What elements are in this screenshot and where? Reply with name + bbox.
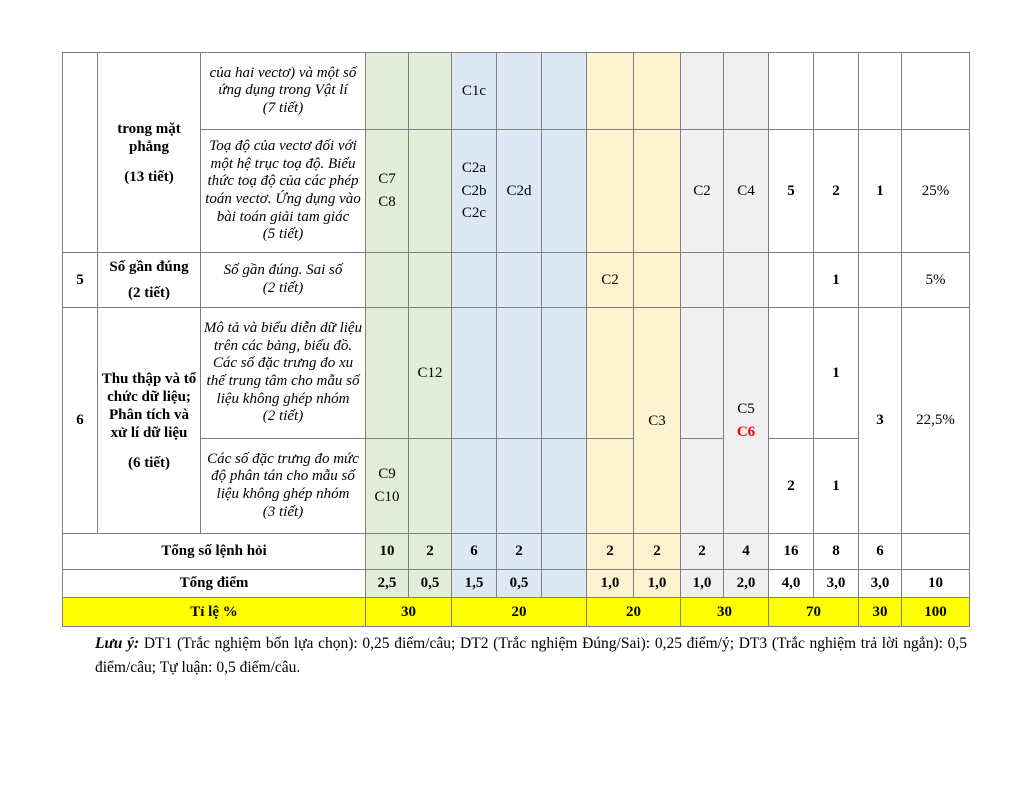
sum-cell: 5 [769, 130, 814, 253]
sum-cell: 1 [859, 130, 902, 253]
ratio-label: Tỉ lệ % [63, 598, 366, 627]
content-text: Các số đặc trưng đo mức độ phân tán cho mẫu số liệu không ghép nhóm [207, 450, 359, 502]
total-cell: 16 [769, 534, 814, 570]
content-time: (2 tiết) [262, 408, 304, 425]
total-cell: 1,0 [681, 570, 724, 598]
empty-cell [587, 53, 634, 130]
section4-topic-cell [98, 53, 201, 253]
empty-cell [542, 308, 587, 439]
content-time: (7 tiết) [262, 99, 304, 116]
code-c4: C4 [737, 183, 755, 199]
code-cell-c12 [409, 308, 452, 439]
empty-cell [366, 53, 409, 130]
content-time: (5 tiết) [262, 226, 304, 243]
empty-cell [409, 253, 452, 308]
section4b-content-cell [201, 130, 366, 253]
code-c9: C9 [378, 466, 396, 483]
code-cell-c5-c6 [724, 308, 769, 534]
section5-topic-time: (2 tiết) [127, 285, 171, 301]
empty-cell [859, 253, 902, 308]
content-text: Toạ độ của vectơ đối với một hệ trục toạ độ. Biểu thức toạ độ của các phép toán vectơ. Ứng dụng vào bài toán giải tam giác [205, 138, 361, 225]
code-cell-c7-c8 [366, 130, 409, 253]
row-ratio [63, 598, 970, 627]
total-cell: 1,0 [587, 570, 634, 598]
footnote-text: DT1 (Trắc nghiệm bốn lựa chọn): 0,25 điểm/câu; DT2 (Trắc nghiệm Đúng/Sai): 0,25 điểm/ý; DT3 (Trắc nghiệm trả lời ngắn): 0,5 điểm/câu; Tự luận: 0,5 điểm/câu. [95, 635, 967, 677]
empty-cell [542, 253, 587, 308]
section4a-content-cell [201, 53, 366, 130]
total-cell: 2 [409, 534, 452, 570]
code-c10: C10 [374, 489, 400, 505]
footnote [95, 632, 967, 680]
content-time: (3 tiết) [262, 503, 304, 520]
empty-cell [681, 53, 724, 130]
section6-topic-cell [98, 308, 201, 534]
total-cell: 4,0 [769, 570, 814, 598]
code-cell-c9-c10 [366, 439, 409, 534]
code-c6: C6 [736, 423, 756, 440]
section4-topic-title: trong mặt phẳng [117, 120, 181, 155]
code-c1c: C1c [461, 83, 487, 99]
code-c12: C12 [417, 365, 443, 381]
sum-cell: 3 [859, 308, 902, 534]
ratio-cell: 20 [587, 598, 681, 627]
section-number: 6 [63, 308, 98, 534]
empty-cell [681, 308, 724, 439]
total-cell: 1,0 [634, 570, 681, 598]
code-c2: C2 [601, 272, 619, 288]
content-text: Số gần đúng. Sai số [223, 262, 343, 279]
section5-topic-cell [98, 253, 201, 308]
total-cell: 2,0 [724, 570, 769, 598]
code-cell-c4 [724, 130, 769, 253]
code-cell-c2-s5 [587, 253, 634, 308]
empty-cell [497, 308, 542, 439]
empty-cell [452, 439, 497, 534]
empty-cell [497, 439, 542, 534]
empty-cell [769, 253, 814, 308]
content-text: Mô tả và biểu diễn dữ liệu trên các bảng, biểu đồ. Các số đặc trưng đo xu thế trung tâm cho mẫu số liệu không ghép nhóm [203, 320, 363, 407]
sum-cell: 1 [814, 439, 859, 534]
code-c2c: C2c [461, 205, 487, 222]
empty-cell [497, 253, 542, 308]
empty-cell [542, 53, 587, 130]
section-number: 5 [63, 253, 98, 308]
section5-topic-title: Số gần đúng [109, 259, 189, 275]
code-c7: C7 [378, 171, 396, 188]
code-c2: C2 [693, 183, 711, 199]
row-section5 [63, 253, 970, 308]
total-cell [542, 534, 587, 570]
empty-cell [452, 308, 497, 439]
total-cell: 1,5 [452, 570, 497, 598]
code-c2a: C2a [461, 159, 487, 176]
empty-cell [634, 130, 681, 253]
code-cell-c1c [452, 53, 497, 130]
code-c3: C3 [648, 412, 666, 429]
exam-matrix-table [62, 52, 970, 627]
ratio-cell: 70 [769, 598, 859, 627]
empty-cell [542, 130, 587, 253]
sum-cell: 2 [814, 130, 859, 253]
total-cell: 6 [859, 534, 902, 570]
total-cell: 0,5 [497, 570, 542, 598]
total-cell [542, 570, 587, 598]
empty-cell [769, 308, 814, 439]
percent-cell: 22,5% [902, 308, 970, 534]
ratio-cell: 30 [681, 598, 769, 627]
section6b-content-cell [201, 439, 366, 534]
total-cell: 2,5 [366, 570, 409, 598]
empty-cell [63, 53, 98, 253]
total-cell: 10 [366, 534, 409, 570]
section6-topic-time: (6 tiết) [127, 454, 171, 471]
total-cell: 4 [724, 534, 769, 570]
row-section4a [63, 53, 970, 130]
ratio-cell: 20 [452, 598, 587, 627]
sum-cell: 2 [769, 439, 814, 534]
section6-topic-title: Thu thập và tổ chức dữ liệu; Phân tích và xử lí dữ liệu [101, 370, 197, 441]
section5-content-cell [201, 253, 366, 308]
empty-cell [587, 439, 634, 534]
total-cell: 2 [681, 534, 724, 570]
empty-cell [587, 130, 634, 253]
total-cell: 2 [634, 534, 681, 570]
empty-cell [409, 53, 452, 130]
section6a-content-cell [201, 308, 366, 439]
row-section6a [63, 308, 970, 439]
empty-cell [634, 53, 681, 130]
empty-cell [542, 439, 587, 534]
content-text: của hai vectơ) và một số ứng dụng trong Vật lí [209, 64, 357, 99]
empty-cell [587, 308, 634, 439]
total-questions-label: Tổng số lệnh hỏi [63, 534, 366, 570]
ratio-cell: 30 [366, 598, 452, 627]
total-cell [902, 534, 970, 570]
total-cell: 8 [814, 534, 859, 570]
code-c2d: C2d [506, 183, 532, 199]
empty-cell [681, 439, 724, 534]
sum-cell: 1 [814, 308, 859, 439]
row-total-questions [63, 534, 970, 570]
empty-cell [769, 53, 814, 130]
empty-cell [902, 53, 970, 130]
total-cell: 0,5 [409, 570, 452, 598]
empty-cell [634, 253, 681, 308]
empty-cell [497, 53, 542, 130]
code-cell-c3 [634, 308, 681, 534]
code-c5: C5 [737, 400, 755, 417]
total-cell: 2 [587, 534, 634, 570]
total-cell: 6 [452, 534, 497, 570]
code-c2b: C2b [461, 182, 487, 199]
total-cell: 10 [902, 570, 970, 598]
code-cell-c2 [681, 130, 724, 253]
empty-cell [859, 53, 902, 130]
ratio-cell: 100 [902, 598, 970, 627]
empty-cell [366, 253, 409, 308]
empty-cell [366, 308, 409, 439]
total-cell: 3,0 [814, 570, 859, 598]
percent-cell: 25% [902, 130, 970, 253]
empty-cell [409, 130, 452, 253]
empty-cell [681, 253, 724, 308]
sum-cell: 1 [814, 253, 859, 308]
percent-cell: 5% [902, 253, 970, 308]
total-cell: 3,0 [859, 570, 902, 598]
ratio-cell: 30 [859, 598, 902, 627]
empty-cell [814, 53, 859, 130]
row-total-points [63, 570, 970, 598]
empty-cell [452, 253, 497, 308]
content-time: (2 tiết) [262, 280, 304, 296]
total-points-label: Tổng điểm [63, 570, 366, 598]
empty-cell [409, 439, 452, 534]
total-cell: 2 [497, 534, 542, 570]
code-cell-c2abc [452, 130, 497, 253]
empty-cell [724, 253, 769, 308]
footnote-label: Lưu ý: [95, 635, 140, 652]
code-c8: C8 [378, 194, 396, 210]
empty-cell [724, 53, 769, 130]
section4-topic-time: (13 tiết) [124, 168, 174, 185]
code-cell-c2d [497, 130, 542, 253]
